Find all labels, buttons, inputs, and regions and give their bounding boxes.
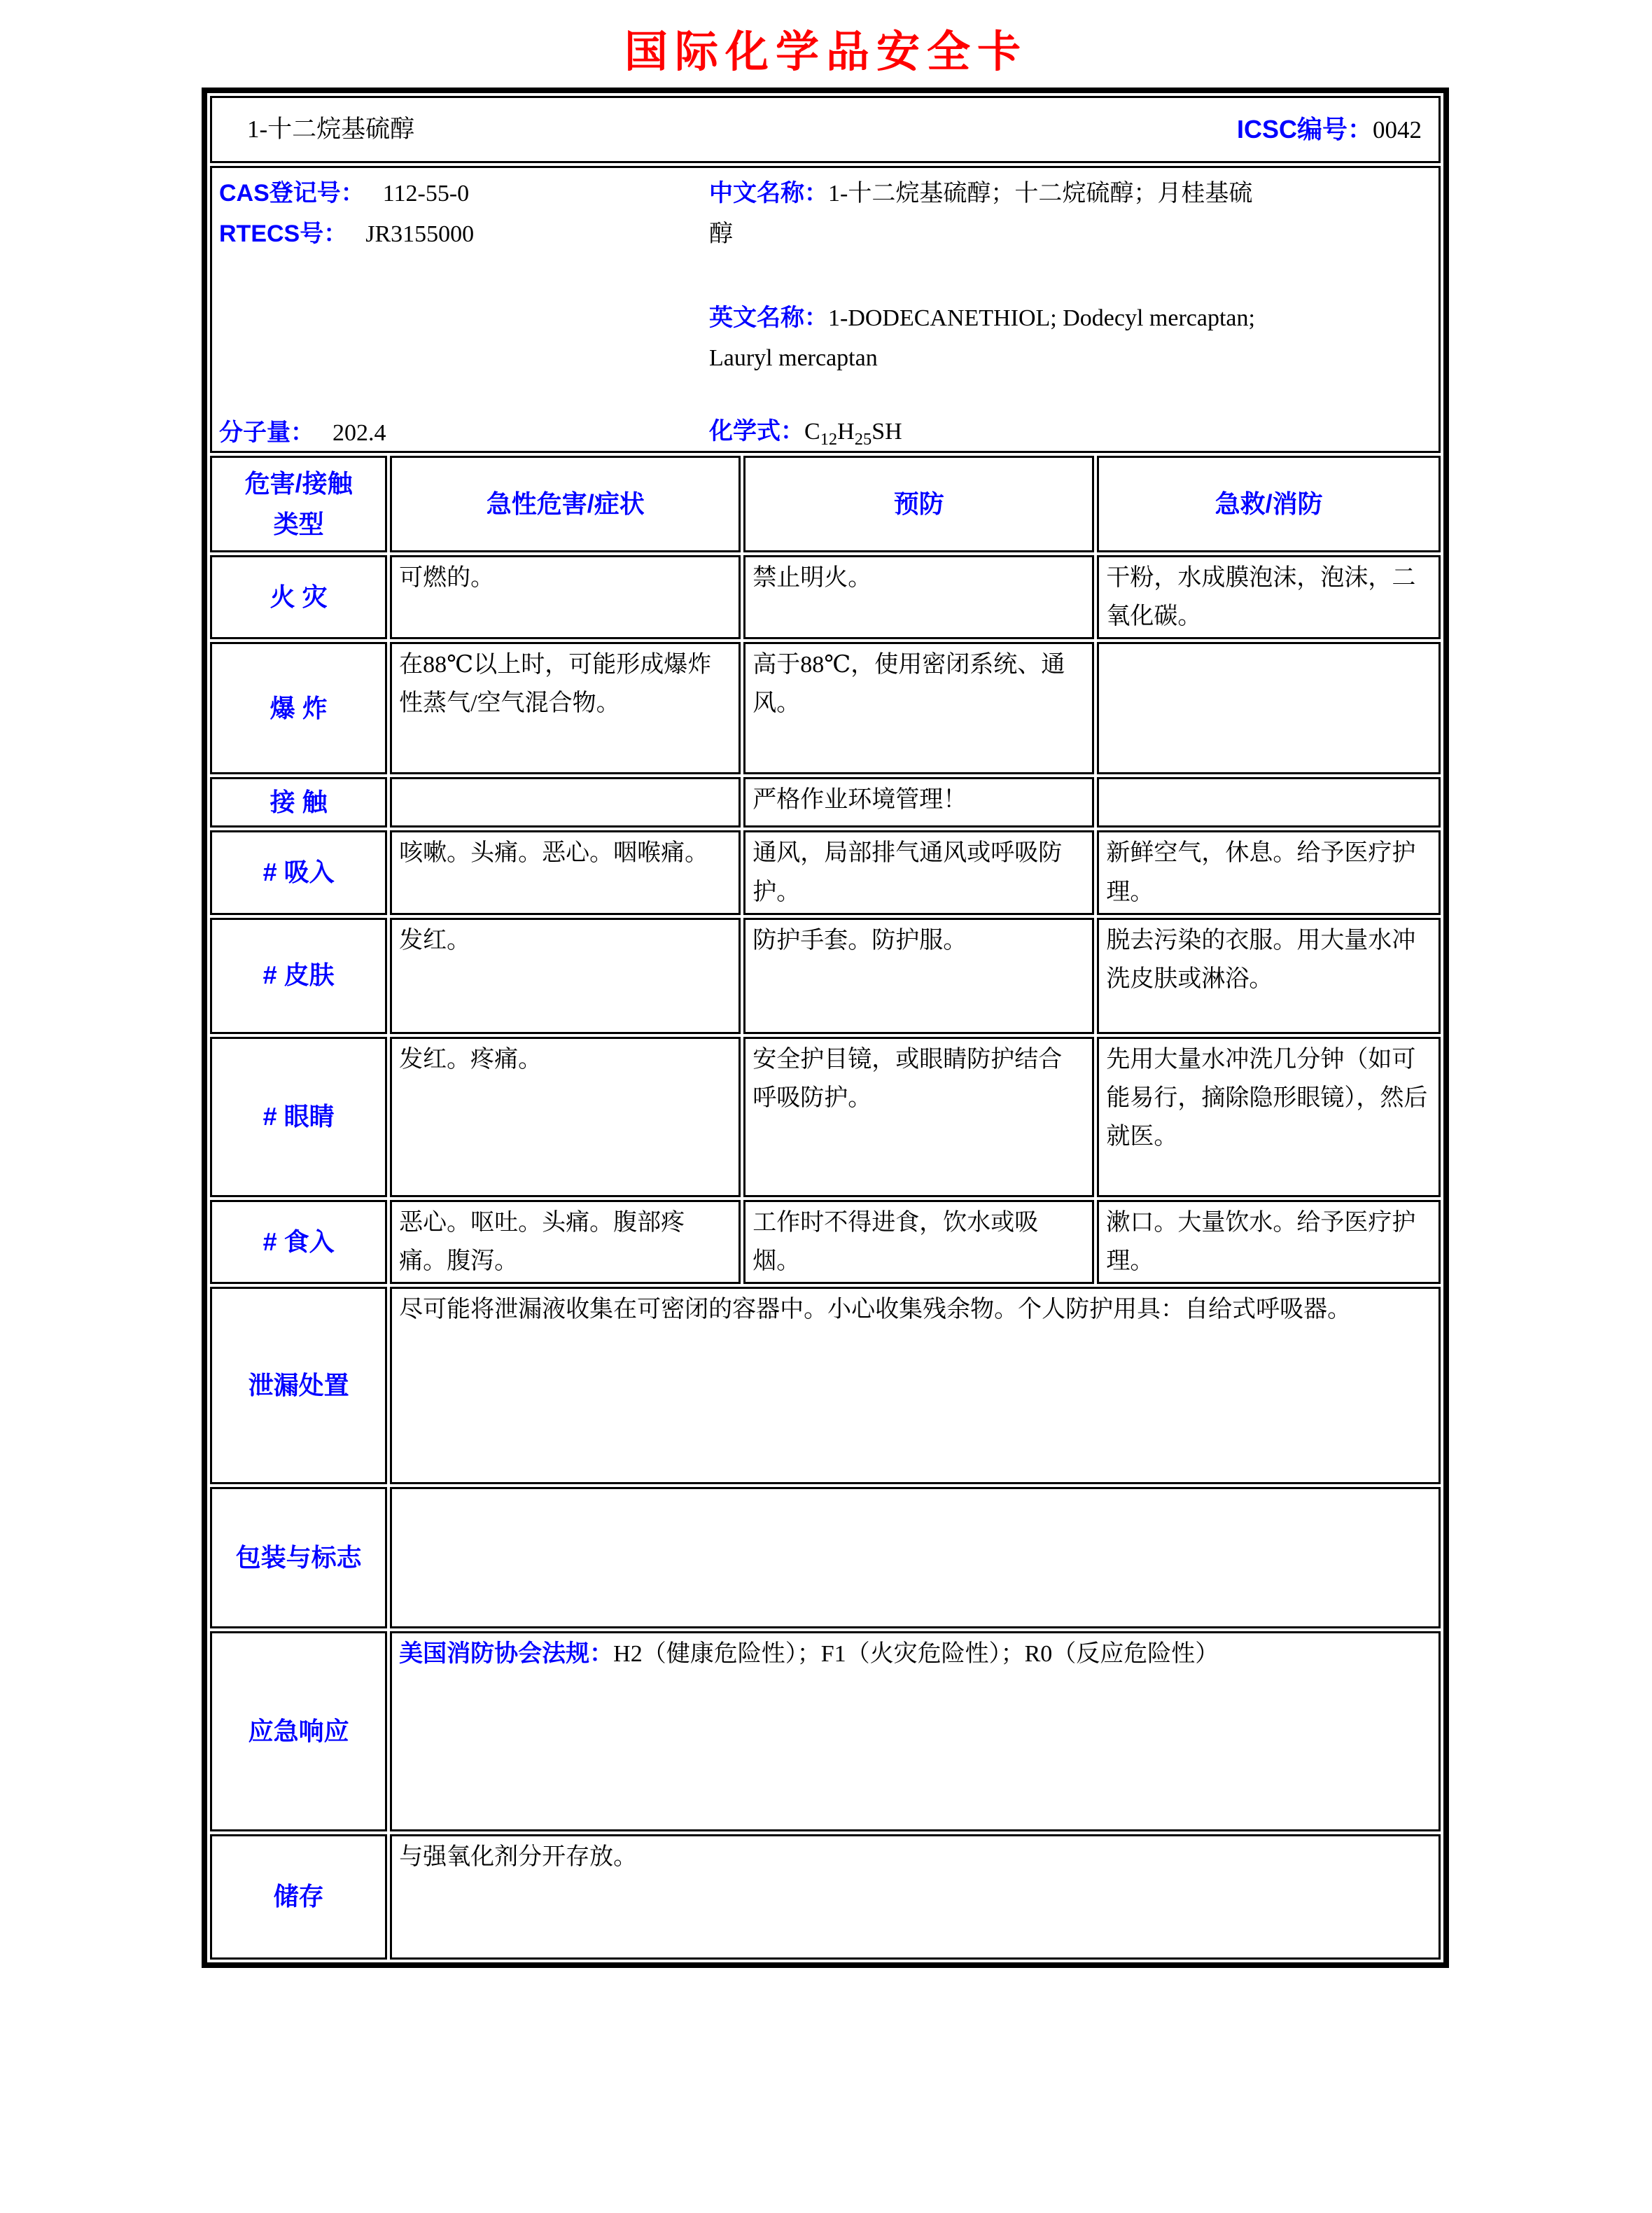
formula-subscript-25: 25 bbox=[854, 429, 872, 449]
header-prevention: 预防 bbox=[743, 456, 1094, 552]
identifiers-row bbox=[210, 166, 1441, 453]
inhalation-symptoms: 咳嗽。头痛。恶心。咽喉痛。 bbox=[390, 830, 741, 914]
formula-symbol-c: C bbox=[804, 418, 820, 445]
skin-prevention: 防护手套。防护服。 bbox=[743, 918, 1094, 1034]
identifiers-cell bbox=[210, 166, 1441, 453]
explosion-label: 爆 炸 bbox=[210, 642, 387, 774]
chinese-name-label: 中文名称： bbox=[709, 180, 828, 207]
chinese-name-value: 1-十二烷基硫醇；十二烷硫醇；月桂基硫醇 bbox=[709, 181, 1253, 247]
rtecs-number-line bbox=[219, 214, 709, 255]
molecular-weight-label: 分子量： bbox=[219, 419, 314, 447]
explosion-prevention: 高于88℃，使用密闭系统、通风。 bbox=[743, 642, 1094, 774]
storage-content: 与强氧化剂分开存放。 bbox=[390, 1834, 1441, 1960]
substance-name: 1-十二烷基硫醇 bbox=[247, 115, 415, 143]
chinese-name-line bbox=[709, 174, 1276, 255]
eyes-symptoms: 发红。疼痛。 bbox=[390, 1037, 741, 1197]
exposure-prevention: 严格作业环境管理！ bbox=[743, 777, 1094, 828]
hazard-row-fire bbox=[210, 555, 1441, 639]
rtecs-number-label: RTECS号： bbox=[219, 220, 348, 247]
substance-header-cell bbox=[210, 96, 1441, 163]
emergency-label: 应急响应 bbox=[210, 1631, 387, 1831]
packaging-content bbox=[390, 1487, 1441, 1628]
rtecs-number-value: JR3155000 bbox=[365, 221, 475, 247]
spill-content: 尽可能将泄漏液收集在可密闭的容器中。小心收集残余物。个人防护用具：自给式呼吸器。 bbox=[390, 1287, 1441, 1484]
icsc-card-table bbox=[202, 88, 1449, 1968]
skin-response: 脱去污染的衣服。用大量水冲洗皮肤或淋浴。 bbox=[1097, 918, 1441, 1034]
emergency-content bbox=[390, 1631, 1441, 1831]
molecular-weight-line bbox=[219, 413, 709, 454]
eyes-prevention: 安全护目镜，或眼睛防护结合呼吸防护。 bbox=[743, 1037, 1094, 1197]
storage-label: 储存 bbox=[210, 1834, 387, 1960]
inhalation-label: # 吸入 bbox=[210, 830, 387, 914]
header-hazard-type-line2: 类型 bbox=[273, 510, 324, 538]
chemical-formula-label: 化学式： bbox=[709, 417, 804, 445]
fire-prevention: 禁止明火。 bbox=[743, 555, 1094, 639]
eyes-label: # 眼睛 bbox=[210, 1037, 387, 1197]
fire-symptoms: 可燃的。 bbox=[390, 555, 741, 639]
chemical-formula-line bbox=[709, 412, 1276, 454]
cas-number-line bbox=[219, 174, 709, 214]
fire-response: 干粉，水成膜泡沫，泡沫，二氧化碳。 bbox=[1097, 555, 1441, 639]
english-name-value: 1-DODECANETHIOL; Dodecyl mercaptan; Lauryl mercaptan bbox=[709, 305, 1255, 372]
nfpa-code-value: H2（健康危险性）；F1（火灾危险性）；R0（反应危险性） bbox=[613, 1640, 1219, 1667]
english-name-label: 英文名称： bbox=[709, 304, 828, 331]
english-name-line bbox=[709, 298, 1276, 379]
header-hazard-type bbox=[210, 456, 387, 552]
identifiers-left-column bbox=[219, 174, 709, 454]
hazard-row-inhalation bbox=[210, 830, 1441, 914]
hazard-row-eyes bbox=[210, 1037, 1441, 1197]
formula-symbol-sh: SH bbox=[872, 418, 902, 445]
hazard-row-exposure bbox=[210, 777, 1441, 828]
section-row-emergency bbox=[210, 1631, 1441, 1831]
formula-subscript-12: 12 bbox=[820, 429, 838, 449]
chemical-formula-value bbox=[804, 418, 902, 449]
hazard-row-explosion bbox=[210, 642, 1441, 774]
substance-header-row bbox=[210, 96, 1441, 163]
eyes-response: 先用大量水冲洗几分钟（如可能易行，摘除隐形眼镜），然后就医。 bbox=[1097, 1037, 1441, 1197]
hazard-row-ingestion bbox=[210, 1200, 1441, 1284]
inhalation-prevention: 通风，局部排气通风或呼吸防护。 bbox=[743, 830, 1094, 914]
header-symptoms: 急性危害/症状 bbox=[390, 456, 741, 552]
spill-label: 泄漏处置 bbox=[210, 1287, 387, 1484]
identifiers-right-column bbox=[709, 174, 1276, 454]
exposure-label: 接 触 bbox=[210, 777, 387, 828]
cas-number-label: CAS登记号： bbox=[219, 180, 365, 207]
page-title: 国际化学品安全卡 bbox=[624, 28, 1028, 76]
hazard-row-skin bbox=[210, 918, 1441, 1034]
section-row-packaging bbox=[210, 1487, 1441, 1628]
header-hazard-type-line1: 危害/接触 bbox=[244, 468, 353, 498]
exposure-response bbox=[1097, 777, 1441, 828]
packaging-label: 包装与标志 bbox=[210, 1487, 387, 1628]
molecular-weight-value: 202.4 bbox=[332, 420, 386, 447]
header-response: 急救/消防 bbox=[1097, 456, 1441, 552]
icsc-number-label: ICSC编号： bbox=[1236, 114, 1373, 144]
explosion-symptoms: 在88℃以上时，可能形成爆炸性蒸气/空气混合物。 bbox=[390, 642, 741, 774]
icsc-number-group bbox=[1237, 109, 1422, 151]
ingestion-label: # 食入 bbox=[210, 1200, 387, 1284]
ingestion-prevention: 工作时不得进食，饮水或吸烟。 bbox=[743, 1200, 1094, 1284]
skin-symptoms: 发红。 bbox=[390, 918, 741, 1034]
cas-number-value: 112-55-0 bbox=[382, 181, 470, 207]
hazard-header-row bbox=[210, 456, 1441, 552]
ingestion-response: 漱口。大量饮水。给予医疗护理。 bbox=[1097, 1200, 1441, 1284]
exposure-symptoms bbox=[390, 777, 741, 828]
ingestion-symptoms: 恶心。呕吐。头痛。腹部疼痛。腹泻。 bbox=[390, 1200, 741, 1284]
formula-symbol-h: H bbox=[837, 418, 855, 445]
section-row-spill bbox=[210, 1287, 1441, 1484]
icsc-number-value: 0042 bbox=[1373, 116, 1422, 144]
nfpa-code-label: 美国消防协会法规： bbox=[399, 1640, 614, 1667]
fire-label: 火 灾 bbox=[210, 555, 387, 639]
skin-label: # 皮肤 bbox=[210, 918, 387, 1034]
inhalation-response: 新鲜空气，休息。给予医疗护理。 bbox=[1097, 830, 1441, 914]
explosion-response bbox=[1097, 642, 1441, 774]
section-row-storage bbox=[210, 1834, 1441, 1960]
